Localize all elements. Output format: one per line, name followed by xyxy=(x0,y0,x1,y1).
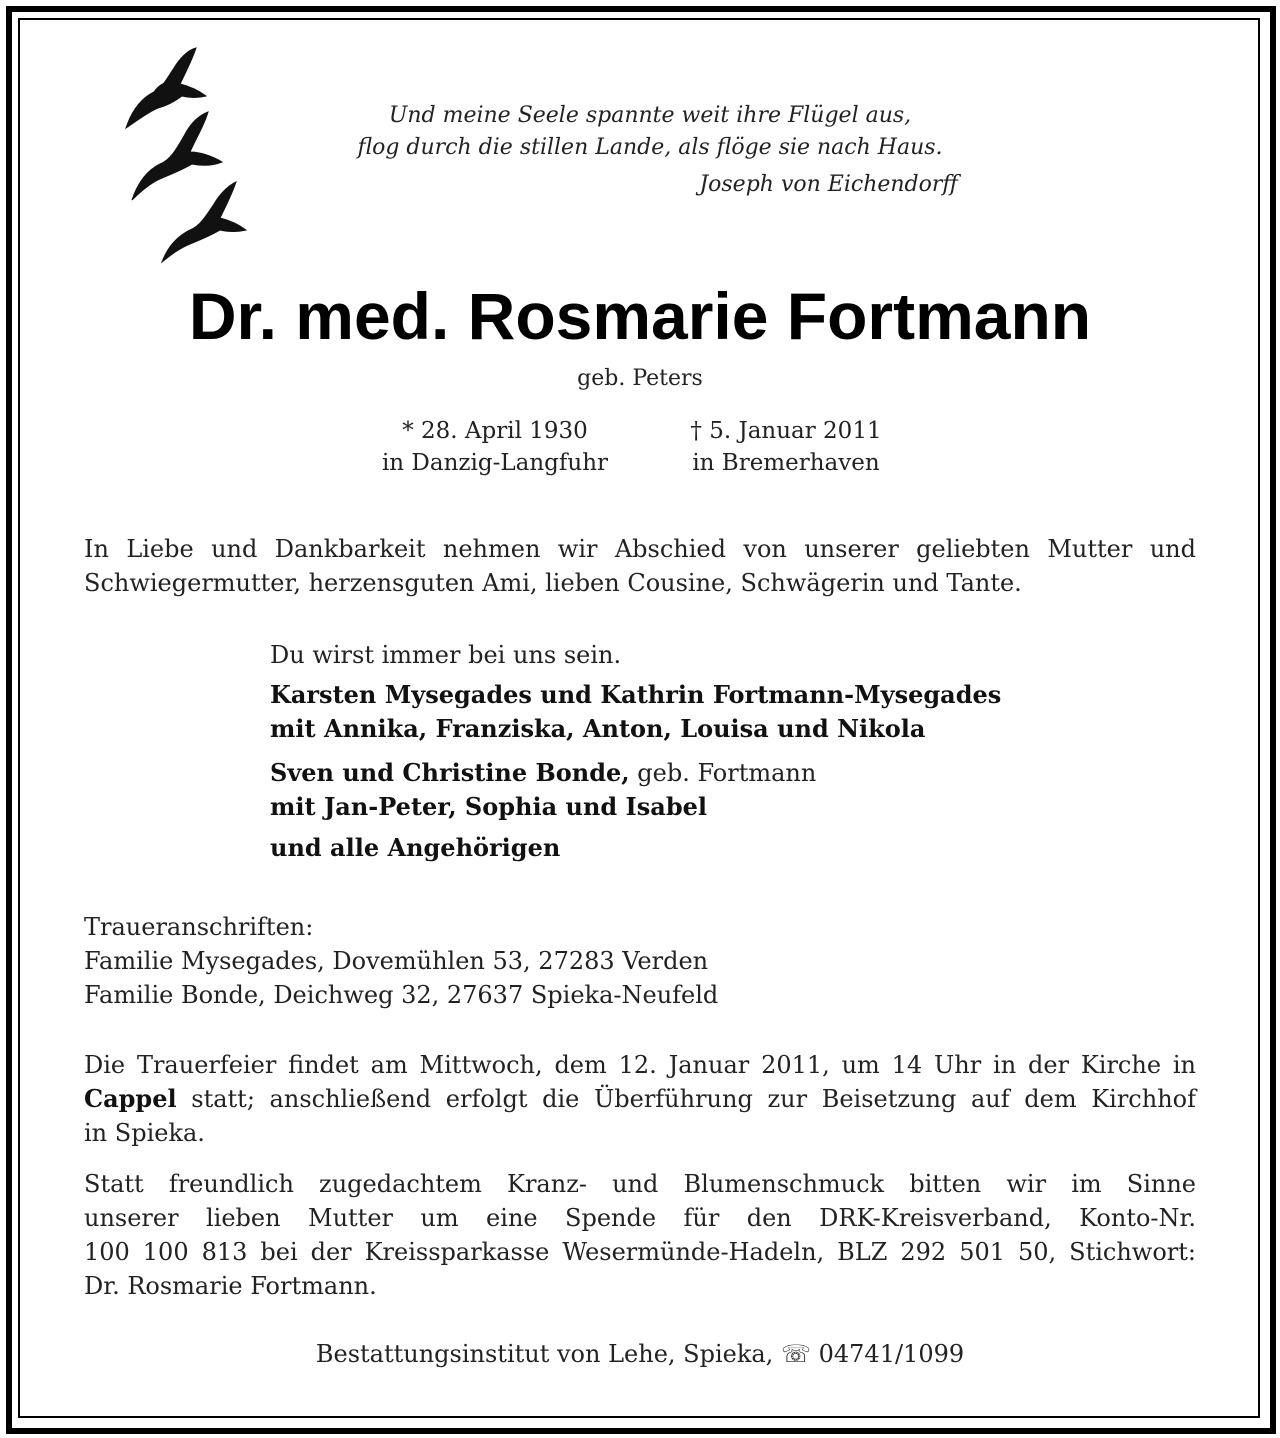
quote-author: Joseph von Eichendorff xyxy=(699,172,958,197)
donation-line-1: Statt freundlich zugedachtem Kranz- und Blumenschmuck bitten wir im Sinne xyxy=(84,1170,1196,1198)
service-line-2: statt; anschließend erfolgt die Überführung zur Beisetzung auf dem Kirchhof xyxy=(176,1085,1196,1113)
intro-paragraph xyxy=(84,532,1196,600)
family-2-names: Sven und Christine Bonde, xyxy=(270,758,630,787)
maiden-name: geb. Peters xyxy=(577,366,703,391)
motto: Du wirst immer bei uns sein. xyxy=(270,641,622,669)
death-date: † 5. Januar 2011 xyxy=(690,418,882,444)
flying-birds-icon xyxy=(118,40,248,265)
family-1-line-2: mit Annika, Franziska, Anton, Louisa und Nikola xyxy=(270,714,926,743)
death-place: in Bremerhaven xyxy=(692,450,880,476)
birth-place: in Danzig-Langfuhr xyxy=(381,450,609,476)
donation-line-3: 100 100 813 bei der Kreissparkasse Wesermünde-Hadeln, BLZ 292 501 50, Stichwort: xyxy=(84,1238,1196,1266)
undertaker xyxy=(0,1340,1280,1368)
service-place: Cappel xyxy=(84,1084,177,1113)
family-1 xyxy=(270,678,1001,746)
donation-line-2: unserer lieben Mutter um eine Spende für den DRK-Kreisverband, Konto-Nr. xyxy=(84,1204,1196,1232)
phone-icon: ☏ xyxy=(780,1340,811,1368)
family-2-line-2: mit Jan-Peter, Sophia und Isabel xyxy=(270,792,707,821)
birth-info xyxy=(352,415,638,479)
birth-date: * 28. April 1930 xyxy=(402,418,588,444)
family-2 xyxy=(270,756,816,824)
quote-line-2: flog durch die stillen Lande, als flöge sie nach Haus. xyxy=(357,135,943,160)
other-relatives: und alle Angehörigen xyxy=(270,833,561,862)
addresses xyxy=(84,910,718,1012)
undertaker-phone: 04741/1099 xyxy=(818,1340,965,1368)
donation-line-4: Dr. Rosmarie Fortmann. xyxy=(84,1272,377,1300)
address-2: Familie Bonde, Deichweg 32, 27637 Spieka-Neufeld xyxy=(84,981,719,1009)
intro-line-2: Schwiegermutter, herzensguten Ami, lieben Cousine, Schwägerin und Tante. xyxy=(84,569,1022,597)
service-paragraph xyxy=(84,1048,1196,1150)
death-info xyxy=(668,415,904,479)
service-line-1: Die Trauerfeier findet am Mittwoch, dem 12. Januar 2011, um 14 Uhr in der Kirche in xyxy=(84,1051,1196,1079)
family-2-maiden: geb. Fortmann xyxy=(629,759,817,787)
service-line-3: in Spieka. xyxy=(84,1119,205,1147)
quote-line-1: Und meine Seele spannte weit ihre Flügel aus, xyxy=(388,103,912,128)
undertaker-text: Bestattungsinstitut von Lehe, Spieka, xyxy=(315,1340,774,1368)
donation-paragraph xyxy=(84,1167,1196,1303)
family-1-line-1: Karsten Mysegades und Kathrin Fortmann-Mysegades xyxy=(270,680,1002,709)
intro-line-1: In Liebe und Dankbarkeit nehmen wir Abschied von unserer geliebten Mutter und xyxy=(84,535,1196,563)
address-1: Familie Mysegades, Dovemühlen 53, 27283 Verden xyxy=(84,947,709,975)
deceased-name: Dr. med. Rosmarie Fortmann xyxy=(188,279,1092,353)
addresses-heading: Traueranschriften: xyxy=(84,913,314,941)
